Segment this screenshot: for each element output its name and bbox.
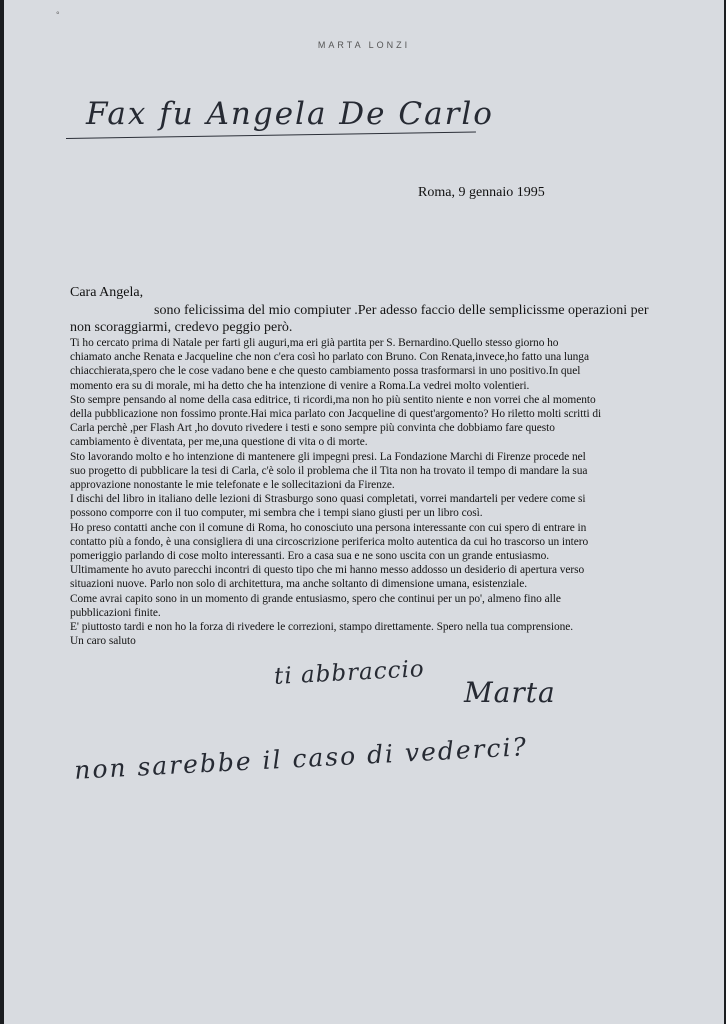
- handwritten-signature: Marta: [464, 676, 556, 709]
- body-line: Ultimamente ho avuto parecchi incontri di questo tipo che mi hanno messo addosso un desiderio di apertura verso: [70, 564, 585, 577]
- body-line: della pubblicazione non fossimo pronte.Hai mica parlato con Jacqueline di quest'argomento? Ho riletto molti scritti di: [70, 408, 602, 421]
- second-line: non scoraggiarmi, credevo peggio però.: [70, 320, 293, 335]
- body-line: Ti ho cercato prima di Natale per farti gli auguri,ma eri già partita per S. Bernardino.Quello stesso giorno ho: [70, 337, 559, 349]
- body-line: momento era su di morale, mi ha detto che ha intenzione di venire a Roma.La vedrei molto volentieri.: [70, 379, 530, 392]
- body-line: I dischi del libro in italiano delle lezioni di Strasburgo sono quasi completati, vorrei mandarteli per vedere come si: [70, 493, 586, 506]
- body-line: Ho preso contatti anche con il comune di Roma, ho conosciuto una persona interessante con cui spero di entrare in: [70, 521, 587, 534]
- handwritten-postscript: non sarebbe il caso di vederci?: [73, 732, 529, 785]
- body-line: pubblicazioni finite.: [70, 606, 161, 619]
- letter-body: [70, 302, 664, 648]
- letterhead: MARTA LONZI: [317, 40, 411, 50]
- body-line: suo progetto di pubblicare la tesi di Carla, c'è solo il problema che il Tita non ha trovato il tempo di mandare la sua: [70, 464, 588, 477]
- opening-line: sono felicissima del mio compiuter .Per adesso faccio delle semplicissme operazioni per: [154, 303, 649, 318]
- body-line: Sto sempre pensando al nome della casa editrice, ti ricordi,ma non ho più sentito niente e non vorrei che al momento: [70, 393, 596, 406]
- body-line: contatto più a fondo, è una consigliera di una circoscrizione periferica molto autentica da cui ho trascorso un intero: [70, 535, 589, 548]
- body-line: situazioni nuove. Parlo non solo di architettura, ma anche soltanto di dimensione umana, esistenziale.: [70, 578, 528, 591]
- body-line: possono comporre con il tuo computer, mi sembra che i tempi siano giusti per un libro così.: [70, 507, 483, 520]
- letter-page: [4, 0, 724, 1024]
- handwritten-underline: [66, 132, 476, 139]
- body-line: cambiamento è diventata, per me,una questione di vita o di morte.: [70, 436, 368, 449]
- salutation: Cara Angela,: [70, 285, 144, 300]
- handwritten-signoff: ti abbraccio: [273, 656, 426, 690]
- body-line: E' piuttosto tardi e non ho la forza di rivedere le correzioni, stampo direttamente. Spero nella tua comprensione.: [70, 621, 574, 634]
- handwritten-recipient: Fax fu Angela De Carlo: [86, 96, 494, 132]
- body-line: pomeriggio parlando di cose molto interessanti. Ero a casa sua e ne sono uscita con un grande entusiasmo.: [70, 550, 550, 563]
- letter-date: Roma, 9 gennaio 1995: [418, 185, 545, 200]
- body-line: chiacchierata,spero che le cose vadano bene e che questo cambiamento possa trasformarsi in uno positivo.In quel: [70, 365, 581, 378]
- corner-mark: °: [56, 10, 64, 20]
- body-line: Come avrai capito sono in un momento di grande entusiasmo, spero che continui per un po', almeno fino alle: [70, 592, 561, 605]
- body-line: chiamato anche Renata e Jacqueline che non c'era così ho parlato con Bruno. Con Renata,invece,ho fatto una lunga: [70, 351, 589, 364]
- closing-line: Un caro saluto: [70, 635, 136, 648]
- body-line: Carla perchè ,per Flash Art ,ho dovuto rivedere i testi e sono sempre più convinta che dobbiamo fare questo: [70, 422, 555, 435]
- body-line: Sto lavorando molto e ho intenzione di mantenere gli impegni presi. La Fondazione Marchi di Firenze procede nel: [70, 450, 586, 463]
- body-line: approvazione nonostante le mie telefonate e le sollecitazioni da Firenze.: [70, 479, 395, 492]
